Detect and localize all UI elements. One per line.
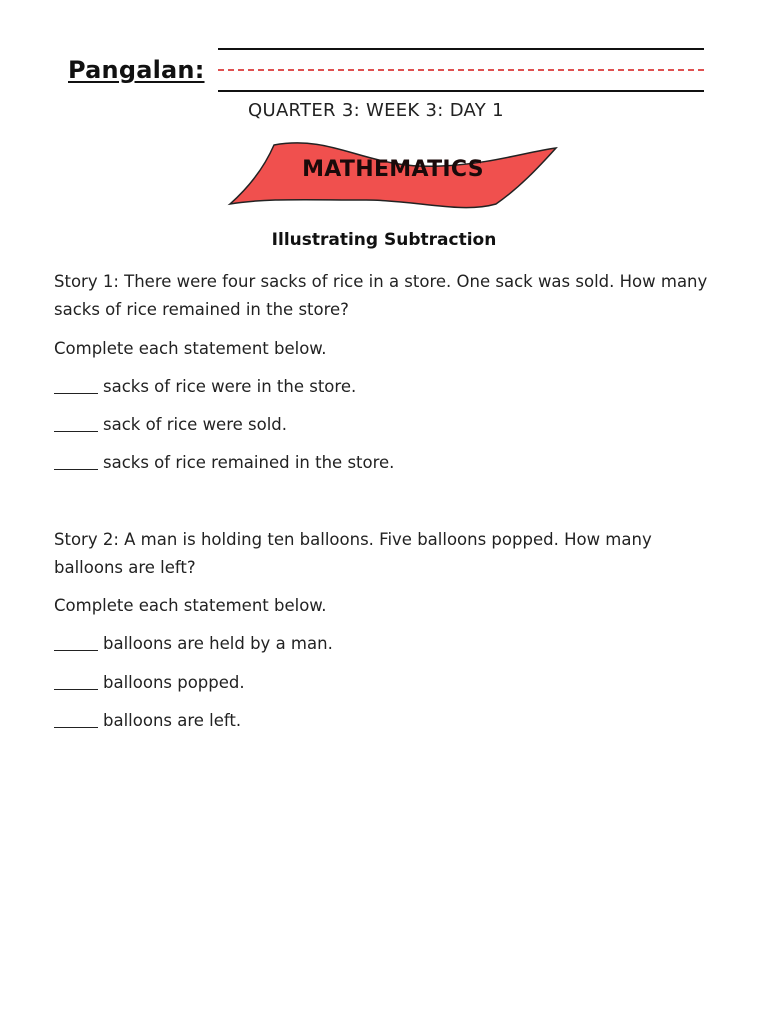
statement-text: balloons are held by a man.: [103, 634, 333, 653]
story-2-statement-3: [54, 707, 718, 735]
statement-text: sacks of rice remained in the store.: [103, 453, 395, 472]
statement-text: sacks of rice were in the store.: [103, 377, 357, 396]
story-1-text: Story 1: There were four sacks of rice in a store. One sack was sold. How many sacks of rice remained in the store?: [54, 272, 708, 319]
story-1-statement-1: [54, 373, 718, 401]
answer-blank[interactable]: [54, 634, 98, 651]
lesson-title: [0, 230, 768, 250]
answer-blank[interactable]: [54, 711, 98, 728]
story-2-statement-2: [54, 669, 718, 697]
statement-text: balloons are left.: [103, 711, 242, 730]
subject-banner: [226, 140, 560, 210]
quarter-week-day: QUARTER 3: WEEK 3: DAY 1: [248, 100, 504, 121]
answer-blank[interactable]: [54, 377, 98, 394]
subject-title: MATHEMATICS: [302, 157, 484, 182]
answer-blank[interactable]: [54, 415, 98, 432]
lesson-title-text: Illustrating Subtraction: [271, 230, 497, 250]
statement-text: sack of rice were sold.: [103, 415, 288, 434]
name-writing-lines[interactable]: [218, 48, 704, 94]
story-1-statement-3: [54, 449, 718, 477]
name-label: Pangalan:: [68, 56, 205, 84]
name-line-dashed: [218, 69, 704, 71]
story-2-instruction: Complete each statement below.: [54, 596, 327, 615]
story-1-instruction: Complete each statement below.: [54, 339, 327, 358]
story-2-statement-1: [54, 630, 718, 658]
answer-blank[interactable]: [54, 673, 98, 690]
statement-text: balloons popped.: [103, 673, 245, 692]
story-2-text: Story 2: A man is holding ten balloons. Five balloons popped. How many balloons are left?: [54, 530, 652, 577]
story-1-statement-2: [54, 411, 718, 439]
name-line-top: [218, 48, 704, 50]
answer-blank[interactable]: [54, 453, 98, 470]
name-line-bottom: [218, 90, 704, 92]
